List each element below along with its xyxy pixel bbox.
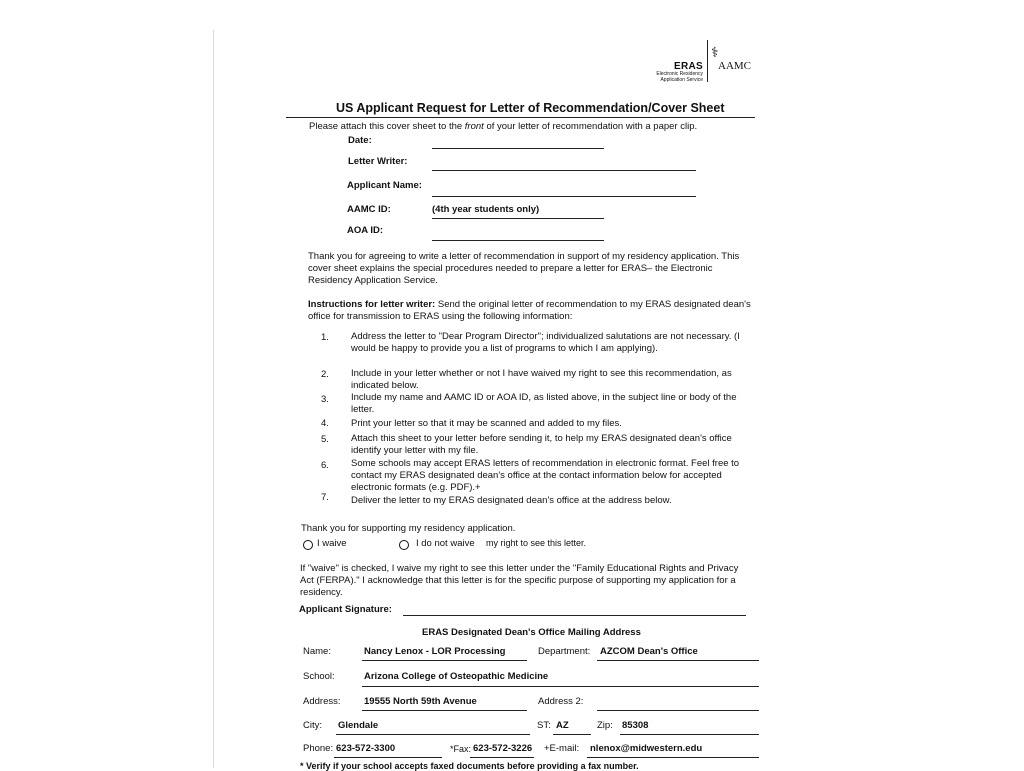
page-margin-line (213, 30, 214, 768)
step-number: 4. (321, 418, 329, 429)
address2-field-line (597, 710, 759, 711)
name-field-line (362, 660, 527, 661)
zip-field-line (620, 734, 759, 735)
address-label: Address: (303, 696, 341, 707)
eras-logo-text: ERAS (674, 61, 703, 72)
instructions-text: Send the original letter of recommendation to my ERAS designated dean's office for transmission to ERAS using the following information: (308, 299, 751, 322)
aamc-id-note: (4th year students only) (432, 204, 540, 215)
fax-label: *Fax: (450, 744, 472, 754)
step-text: Attach this sheet to your letter before sending it, to help my ERAS designated dean's office identify your letter with my file. (351, 433, 732, 456)
instructions-paragraph (308, 299, 758, 323)
fax-field-line (470, 757, 534, 758)
zip-value: 85308 (622, 720, 649, 731)
step-number: 3. (321, 394, 329, 405)
fax-footnote: * Verify if your school accepts faxed documents before providing a fax number. (300, 761, 639, 771)
school-label: School: (303, 671, 335, 682)
waive-label: I waive (317, 538, 347, 549)
city-label: City: (303, 720, 322, 731)
attach-instruction (309, 121, 697, 132)
ferpa-paragraph: If "waive" is checked, I waive my right to see this letter under the "Family Educational Rights and Privacy Act (FERPA)." I acknowledge that this letter is for the specific purpose of supporting my application for a residency. (300, 563, 739, 598)
letter-writer-label: Letter Writer: (348, 156, 408, 167)
applicant-name-label: Applicant Name: (347, 180, 422, 191)
zip-label: Zip: (597, 720, 613, 731)
do-not-waive-radio[interactable] (399, 540, 409, 550)
department-label: Department: (538, 646, 591, 657)
school-field-line (362, 686, 759, 687)
email-field-line (587, 757, 759, 758)
step-number: 7. (321, 492, 329, 503)
thanks-paragraph: Thank you for agreeing to write a letter of recommendation in support of my residency application. This cover sheet explains the special procedures needed to prepare a letter for ERAS– the Electronic Residency Application Service. (308, 251, 740, 286)
waive-suffix: my right to see this letter. (486, 538, 587, 548)
logo-divider (707, 40, 708, 82)
letter-writer-field[interactable] (432, 170, 696, 171)
phone-value: 623-572-3300 (336, 743, 396, 754)
aamc-logo-text: AAMC (718, 60, 752, 72)
instructions-label: Instructions for letter writer: (308, 299, 436, 310)
date-field[interactable] (432, 148, 604, 149)
phone-field-line (334, 757, 442, 758)
address-field-line (362, 710, 527, 711)
mailing-heading: ERAS Designated Dean's Office Mailing Address (422, 627, 641, 638)
attach-text-1: Please attach this cover sheet to the (309, 121, 465, 132)
attach-text-2: of your letter of recommendation with a paper clip. (483, 121, 698, 132)
fax-value: 623-572-3226 (473, 743, 533, 754)
step-text: Address the letter to "Dear Program Director"; individualized salutations are not necessary. (I would be happy to provide you a list of programs to which I am applying). (351, 331, 740, 354)
email-value: nlenox@midwestern.edu (590, 743, 703, 754)
signature-field[interactable] (403, 615, 746, 616)
name-label: Name: (303, 646, 331, 657)
aamc-id-label: AAMC ID: (347, 204, 391, 215)
school-value: Arizona College of Osteopathic Medicine (364, 671, 549, 682)
step-text: Deliver the letter to my ERAS designated dean's office at the address below. (351, 495, 672, 506)
city-field-line (336, 734, 530, 735)
aoa-id-field[interactable] (432, 240, 604, 241)
city-value: Glendale (338, 720, 379, 731)
address-value: 19555 North 59th Avenue (364, 696, 477, 707)
state-field-line (553, 734, 591, 735)
step-number: 5. (321, 434, 329, 445)
do-not-waive-label: I do not waive (416, 538, 475, 549)
step-number: 1. (321, 332, 329, 343)
support-thanks: Thank you for supporting my residency application. (301, 523, 516, 534)
waive-radio[interactable] (303, 540, 313, 550)
state-value: AZ (556, 720, 569, 731)
date-label: Date: (348, 135, 372, 146)
eras-logo-subtitle: Electronic Residency Application Service (656, 71, 703, 83)
caduceus-icon: ⚕ (711, 44, 719, 60)
address2-label: Address 2: (538, 696, 584, 707)
step-text: Include in your letter whether or not I have waived my right to see this recommendation, as indicated below. (351, 368, 732, 391)
page-title: US Applicant Request for Letter of Recommendation/Cover Sheet (336, 101, 725, 115)
department-field-line (597, 660, 759, 661)
step-text: Some schools may accept ERAS letters of recommendation in electronic format. Feel free to contact my ERAS designated dean's office at the contact information below for accepted electronic formats (e.g. PDF).+ (351, 458, 740, 493)
applicant-name-field[interactable] (432, 196, 696, 197)
phone-label: Phone: (303, 743, 334, 754)
step-number: 2. (321, 369, 329, 380)
attach-emphasis: front (464, 121, 484, 132)
step-number: 6. (321, 460, 329, 471)
signature-label: Applicant Signature: (299, 604, 392, 615)
step-text: Print your letter so that it may be scanned and added to my files. (351, 418, 622, 429)
department-value: AZCOM Dean's Office (600, 646, 698, 657)
aamc-id-field[interactable] (432, 218, 604, 219)
step-text: Include my name and AAMC ID or AOA ID, as listed above, in the subject line or body of the letter. (351, 392, 737, 415)
name-value: Nancy Lenox - LOR Processing (364, 646, 506, 657)
title-rule (286, 117, 755, 118)
email-label: +E-mail: (544, 743, 580, 754)
state-label: ST: (537, 720, 551, 731)
aoa-id-label: AOA ID: (347, 225, 384, 236)
